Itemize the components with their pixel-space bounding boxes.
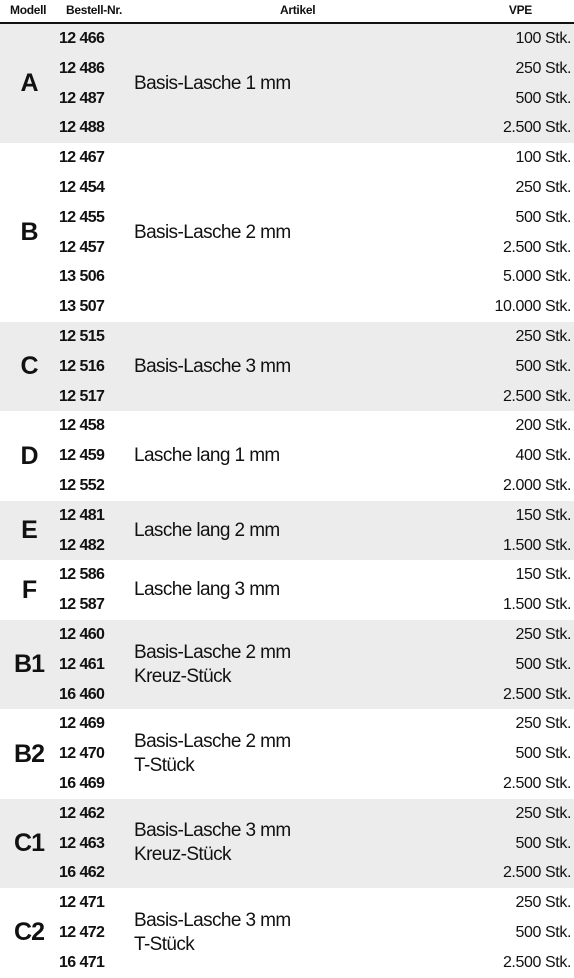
bestell-nr-column [58, 620, 132, 709]
bestell-nr-column [58, 709, 132, 798]
bestell-nr: 12 454 [59, 178, 105, 196]
artikel-line: Basis-Lasche 2 mm [134, 221, 291, 243]
bestell-nr: 16 471 [59, 953, 105, 971]
bestell-nr: 12 516 [59, 357, 105, 375]
vpe-value: 100 Stk. [515, 149, 571, 167]
vpe-column [381, 143, 574, 322]
vpe-value: 250 Stk. [515, 804, 571, 822]
vpe-value: 500 Stk. [515, 89, 571, 107]
vpe-value: 250 Stk. [515, 894, 571, 912]
bestell-nr: 12 471 [59, 894, 105, 912]
artikel-cell [132, 560, 381, 620]
artikel-line: Basis-Lasche 2 mm [134, 731, 291, 753]
artikel-line: T-Stück [134, 933, 195, 955]
modell-label: B2 [14, 739, 44, 768]
bestell-nr: 12 487 [59, 89, 105, 107]
vpe-value: 1.500 Stk. [502, 596, 571, 614]
artikel-cell [132, 24, 381, 143]
vpe-value: 500 Stk. [515, 208, 571, 226]
vpe-column [381, 24, 574, 143]
product-group [0, 322, 574, 411]
artikel-cell [132, 501, 381, 561]
product-group [0, 143, 574, 322]
vpe-column [381, 620, 574, 709]
bestell-nr: 16 460 [59, 685, 105, 703]
bestell-nr-column [58, 501, 132, 561]
artikel-cell [132, 322, 381, 411]
header-bestell-nr: Bestell-Nr. [66, 3, 123, 17]
vpe-value: 10.000 Stk. [494, 298, 571, 316]
table-body [0, 24, 574, 978]
artikel-line: Lasche lang 1 mm [134, 445, 280, 467]
modell-label: F [21, 575, 37, 604]
bestell-nr: 12 517 [59, 387, 105, 405]
artikel-line: Basis-Lasche 3 mm [134, 355, 291, 377]
product-group [0, 560, 574, 620]
bestell-nr: 12 463 [59, 834, 105, 852]
vpe-value: 250 Stk. [515, 59, 571, 77]
vpe-column [381, 799, 574, 888]
vpe-value: 2.500 Stk. [502, 387, 571, 405]
vpe-value: 500 Stk. [515, 834, 571, 852]
modell-label: B1 [14, 650, 44, 679]
header-artikel: Artikel [280, 3, 316, 17]
vpe-value: 2.500 Stk. [502, 953, 571, 971]
product-group [0, 888, 574, 977]
vpe-column [381, 411, 574, 500]
modell-label: D [20, 441, 38, 470]
vpe-value: 150 Stk. [515, 566, 571, 584]
vpe-value: 2.500 Stk. [502, 238, 571, 256]
artikel-line: Basis-Lasche 1 mm [134, 72, 291, 94]
vpe-value: 200 Stk. [515, 417, 571, 435]
vpe-column [381, 709, 574, 798]
vpe-column [381, 501, 574, 561]
modell-label: C1 [14, 828, 44, 857]
bestell-nr-column [58, 799, 132, 888]
bestell-nr: 12 467 [59, 149, 105, 167]
artikel-line: Basis-Lasche 2 mm [134, 641, 291, 663]
product-group [0, 501, 574, 561]
artikel-line: Basis-Lasche 3 mm [134, 820, 291, 842]
vpe-value: 150 Stk. [515, 506, 571, 524]
bestell-nr: 12 470 [59, 745, 105, 763]
vpe-value: 2.500 Stk. [502, 864, 571, 882]
bestell-nr-column [58, 24, 132, 143]
vpe-value: 2.500 Stk. [502, 119, 571, 137]
vpe-value: 500 Stk. [515, 745, 571, 763]
product-group [0, 709, 574, 798]
product-group [0, 620, 574, 709]
bestell-nr: 12 488 [59, 119, 105, 137]
artikel-cell [132, 620, 381, 709]
header-modell: Modell [10, 3, 47, 17]
product-group [0, 24, 574, 143]
vpe-value: 2.500 Stk. [502, 774, 571, 792]
bestell-nr: 12 587 [59, 596, 105, 614]
vpe-value: 500 Stk. [515, 923, 571, 941]
bestell-nr-column [58, 322, 132, 411]
vpe-value: 500 Stk. [515, 655, 571, 673]
vpe-value: 250 Stk. [515, 327, 571, 345]
product-group [0, 799, 574, 888]
artikel-cell [132, 143, 381, 322]
vpe-value: 250 Stk. [515, 178, 571, 196]
bestell-nr: 12 586 [59, 566, 105, 584]
modell-label: A [20, 69, 38, 98]
bestell-nr: 13 506 [59, 268, 105, 286]
artikel-cell [132, 888, 381, 977]
bestell-nr-column [58, 888, 132, 977]
modell-label: C2 [14, 918, 44, 947]
bestell-nr: 12 469 [59, 715, 105, 733]
bestell-nr: 16 462 [59, 864, 105, 882]
table-header [0, 0, 574, 24]
vpe-value: 2.500 Stk. [502, 685, 571, 703]
artikel-line: Lasche lang 3 mm [134, 579, 280, 601]
bestell-nr: 12 481 [59, 506, 105, 524]
artikel-line: Kreuz-Stück [134, 844, 231, 866]
vpe-column [381, 888, 574, 977]
modell-label: C [20, 352, 38, 381]
bestell-nr-column [58, 560, 132, 620]
artikel-line: Basis-Lasche 3 mm [134, 909, 291, 931]
modell-label: B [20, 218, 38, 247]
bestell-nr: 12 455 [59, 208, 105, 226]
bestell-nr: 13 507 [59, 298, 105, 316]
vpe-value: 2.000 Stk. [502, 476, 571, 494]
artikel-line: Lasche lang 2 mm [134, 519, 280, 541]
artikel-cell [132, 411, 381, 500]
vpe-value: 400 Stk. [515, 447, 571, 465]
bestell-nr: 12 515 [59, 327, 105, 345]
vpe-column [381, 560, 574, 620]
bestell-nr-column [58, 143, 132, 322]
bestell-nr: 12 462 [59, 804, 105, 822]
bestell-nr: 12 458 [59, 417, 105, 435]
modell-label: E [21, 516, 37, 545]
vpe-value: 100 Stk. [515, 30, 571, 47]
vpe-value: 1.500 Stk. [502, 536, 571, 554]
artikel-cell [132, 799, 381, 888]
bestell-nr: 12 457 [59, 238, 105, 256]
header-vpe: VPE [508, 3, 532, 17]
artikel-line: Kreuz-Stück [134, 665, 231, 687]
vpe-column [381, 322, 574, 411]
product-group [0, 411, 574, 500]
bestell-nr-column [58, 411, 132, 500]
vpe-value: 500 Stk. [515, 357, 571, 375]
bestell-nr: 12 459 [59, 447, 105, 465]
vpe-value: 5.000 Stk. [502, 268, 571, 286]
bestell-nr: 12 466 [59, 30, 105, 47]
vpe-value: 250 Stk. [515, 715, 571, 733]
bestell-nr: 12 482 [59, 536, 105, 554]
artikel-cell [132, 709, 381, 798]
artikel-line: T-Stück [134, 755, 195, 777]
bestell-nr: 16 469 [59, 774, 105, 792]
bestell-nr: 12 552 [59, 476, 105, 494]
bestell-nr: 12 472 [59, 923, 105, 941]
bestell-nr: 12 461 [59, 655, 105, 673]
vpe-value: 250 Stk. [515, 625, 571, 643]
bestell-nr: 12 486 [59, 59, 105, 77]
bestell-nr: 12 460 [59, 625, 105, 643]
